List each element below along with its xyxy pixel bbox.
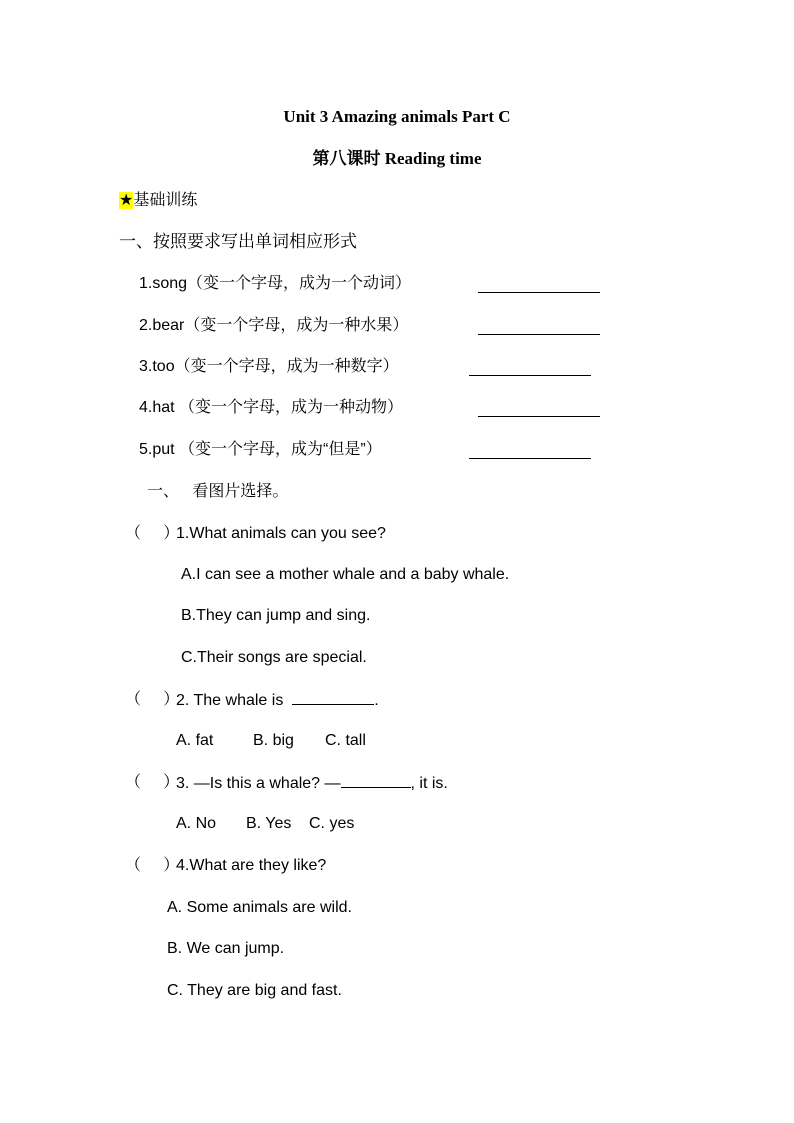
part1-item-3: 3.too（变一个字母，成为一种数字） (139, 358, 399, 375)
answer-blank-1[interactable] (478, 292, 600, 293)
question-2-stem-after: . (374, 692, 379, 709)
part1-item-5: 5.put （变一个字母，成为“但是”） (139, 441, 382, 458)
part1-item-1: 1.song（变一个字母，成为一个动词） (139, 275, 412, 292)
question-1-option-c: C.Their songs are special. (181, 649, 367, 666)
question-4-stem: 4.What are they like? (176, 857, 327, 874)
answer-blank-3[interactable] (469, 375, 591, 376)
question-2-stem (176, 690, 379, 711)
answer-paren-4[interactable]: （ ） (125, 857, 180, 874)
question-4-option-c: C. They are big and fast. (167, 982, 342, 999)
question-3-blank[interactable] (341, 773, 411, 788)
answer-paren-3[interactable]: （ ） (125, 774, 180, 791)
question-3-option-a: A. No (176, 815, 217, 832)
part1-heading: 一、按照要求写出单词相应形式 (119, 232, 357, 251)
section-basic-label: 基础训练 (133, 192, 198, 209)
answer-paren-2[interactable]: （ ） (125, 691, 180, 708)
question-1-stem: 1.What animals can you see? (176, 525, 386, 542)
part1-item-2: 2.bear（变一个字母，成为一种水果） (139, 317, 409, 334)
section-basic-training (119, 191, 197, 211)
answer-blank-2[interactable] (478, 334, 600, 335)
question-3-option-c: C. yes (309, 815, 355, 832)
question-4-option-b: B. We can jump. (167, 940, 285, 957)
question-2-option-a: A. fat (176, 732, 214, 749)
question-2-option-c: C. tall (325, 732, 366, 749)
question-3-stem (176, 773, 448, 794)
question-1-option-b: B.They can jump and sing. (181, 607, 371, 624)
question-2-blank[interactable] (292, 690, 374, 705)
question-3-stem-before: 3. —Is this a whale? — (176, 775, 341, 792)
question-2-stem-before: 2. The whale is (176, 692, 288, 709)
star-icon: ★ (119, 192, 134, 209)
question-3-stem-after: , it is. (410, 775, 448, 792)
question-1-option-a: A.I can see a mother whale and a baby whale. (181, 566, 510, 583)
answer-blank-5[interactable] (469, 458, 591, 459)
question-2-option-b: B. big (253, 732, 294, 749)
answer-blank-4[interactable] (478, 416, 600, 417)
question-4-option-a: A. Some animals are wild. (167, 899, 352, 916)
part1-item-4: 4.hat （变一个字母，成为一种动物） (139, 399, 404, 416)
question-3-option-b: B. Yes (246, 815, 292, 832)
lesson-subtitle: 第八课时 Reading time (312, 149, 482, 168)
part2-heading: 一、 看图片选择。 (147, 483, 289, 500)
answer-paren-1[interactable]: （ ） (125, 525, 180, 542)
page-title: Unit 3 Amazing animals Part C (283, 107, 511, 126)
